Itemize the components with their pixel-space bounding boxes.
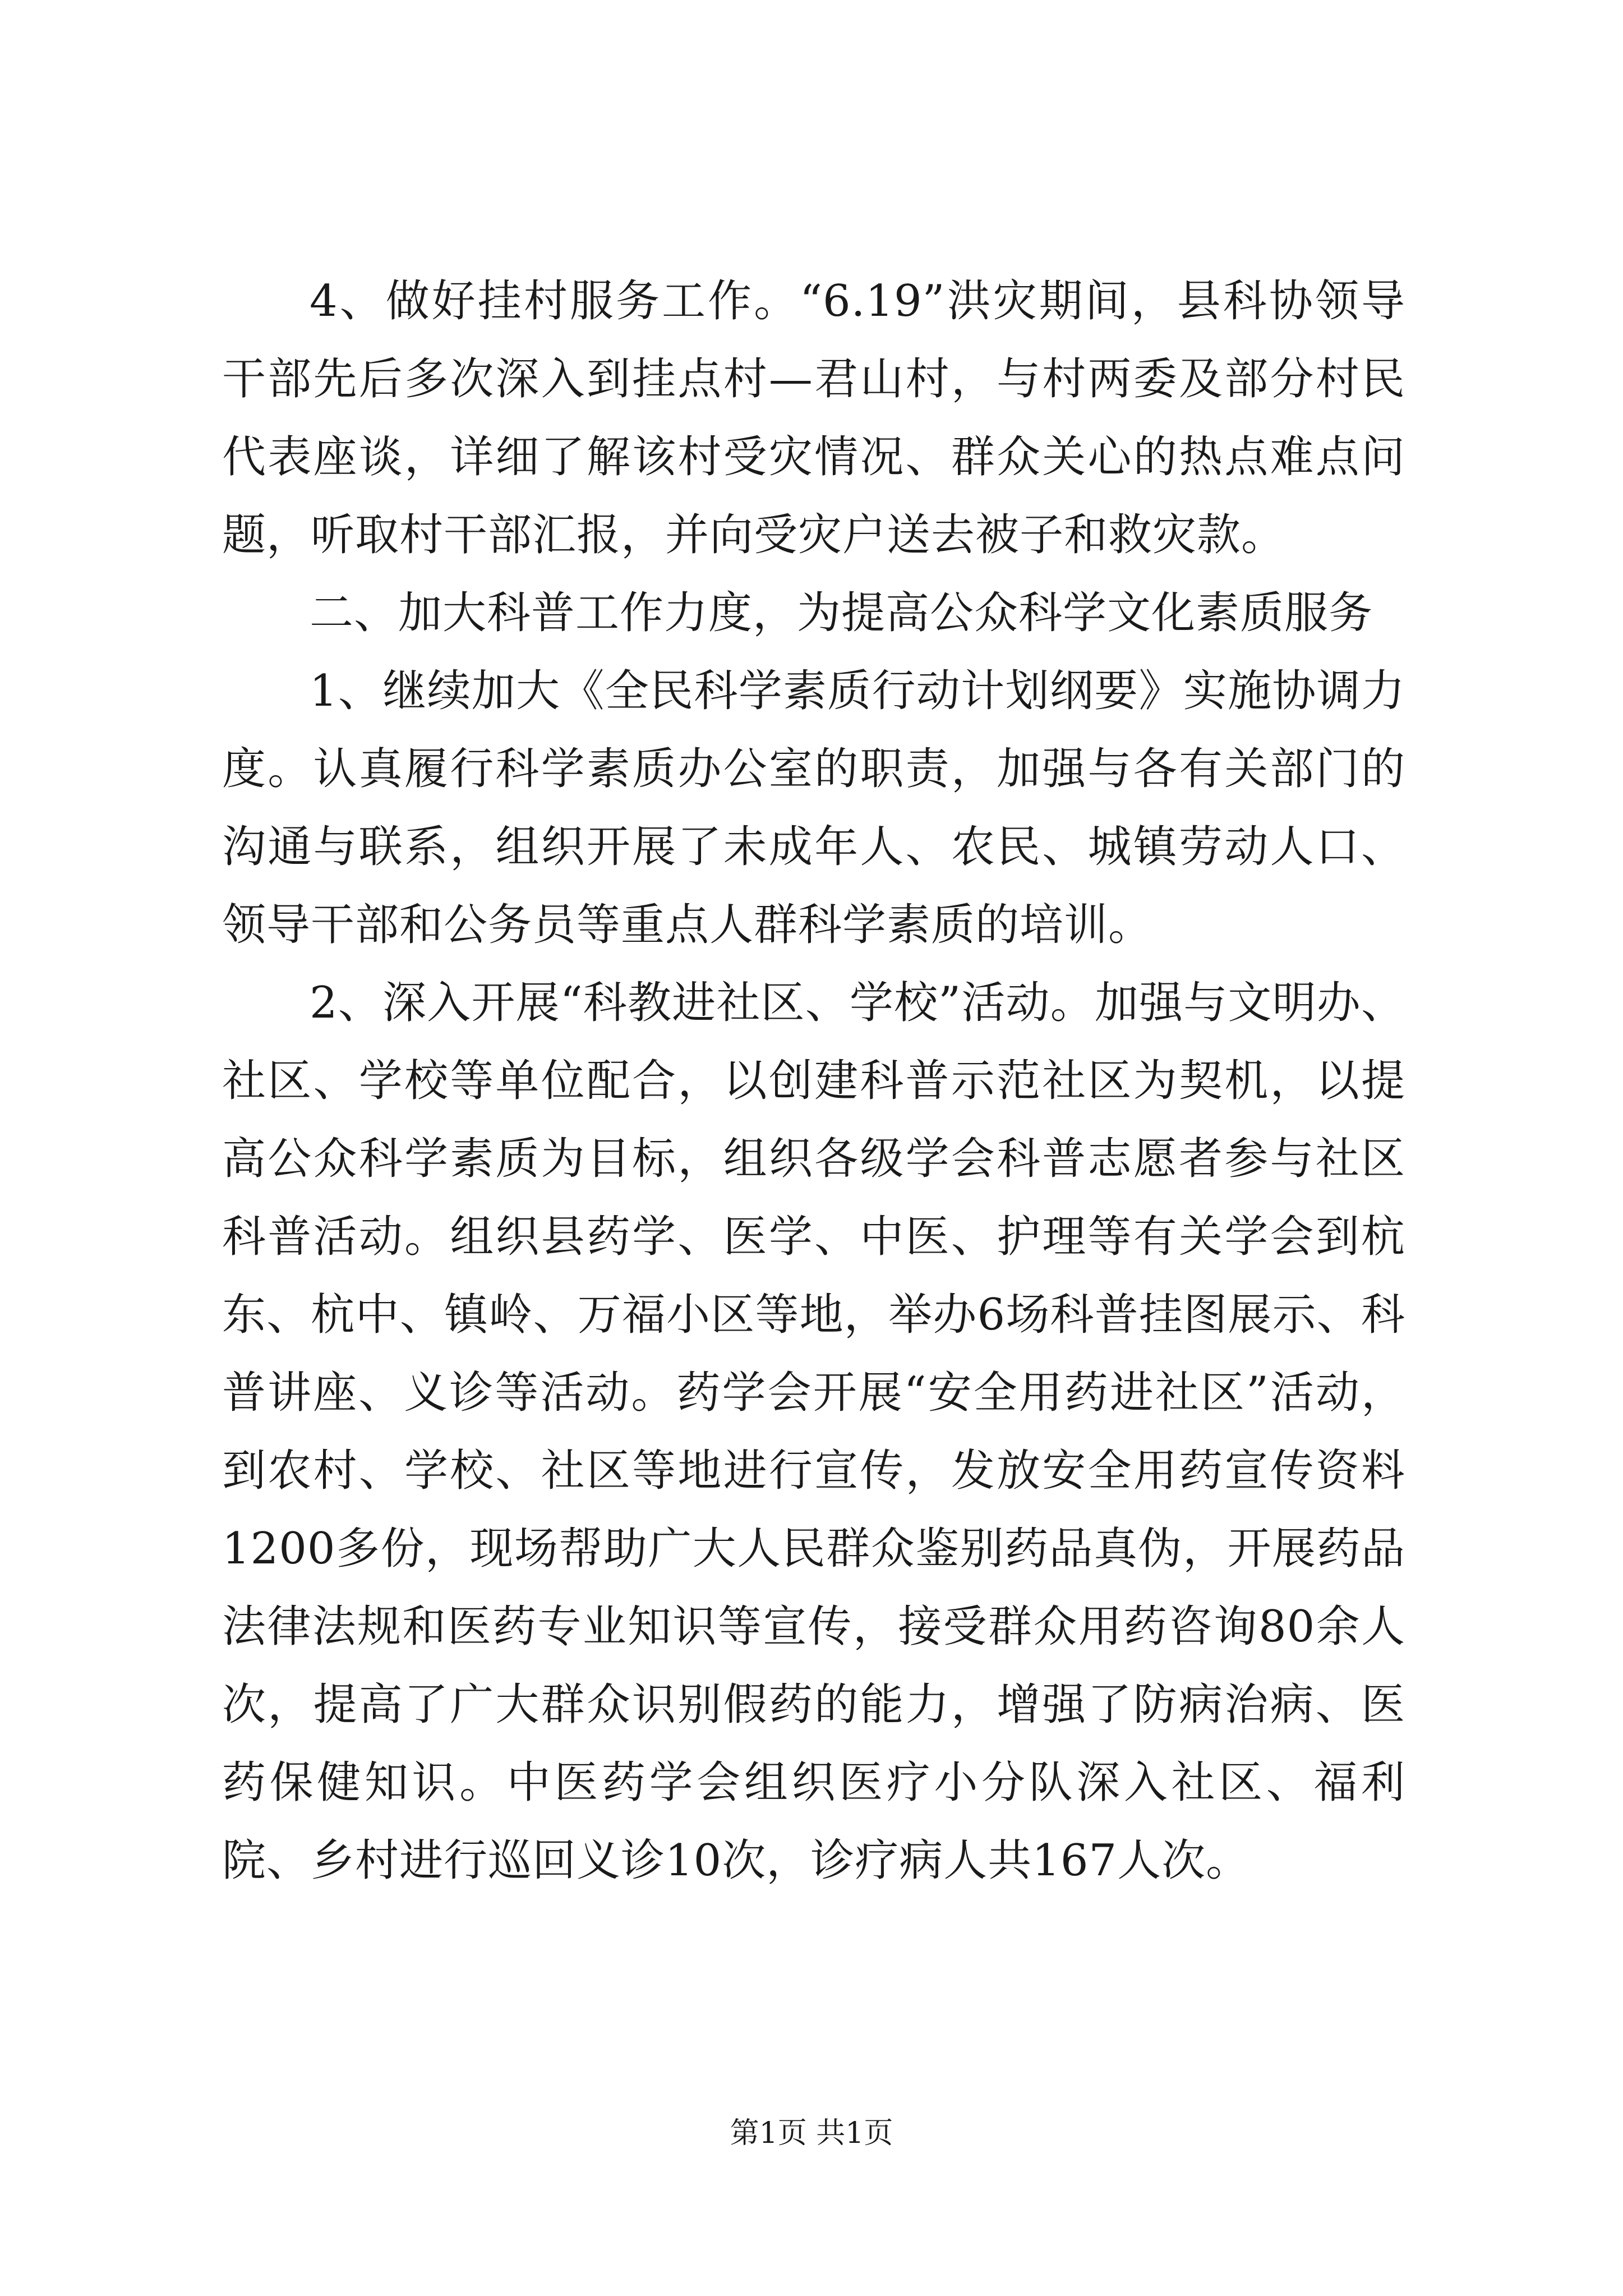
paragraph-village-service: 4、做好挂村服务工作。“6.19”洪灾期间，县科协领导干部先后多次深入到挂点村—君山村，与村两委及部分村民代表座谈，详细了解该村受灾情况、群众关心的热点难点问题，听取村干部汇报，并向受灾户送去被子和救灾款。 [222,276,1405,560]
page-footer: 第1页 共1页 [730,2116,893,2150]
paragraph-community-school-activities: 2、深入开展“科教进社区、学校”活动。加强与文明办、社区、学校等单位配合，以创建科普示范社区为契机，以提高公众科学素质为目标，组织各级学会科普志愿者参与社区科普活动。组织县药学、医学、中医、护理等有关学会到杭东、杭中、镇岭、万福小区等地，举办6场科普挂图展示、科普讲座、义诊等活动。药学会开展“安全用药进社区”活动，到农村、学校、社区等地进行宣传，发放安全用药宣传资料1200多份，现场帮助广大人民群众鉴别药品真伪，开展药品法律法规和医药专业知识等宣传，接受群众用药咨询80余人次，提高了广大群众识别假药的能力，增强了防病治病、医药保健知识。中医药学会组织医疗小分队深入社区、福利院、乡村进行巡回义诊10次，诊疗病人共167人次。 [222,978,1405,1886]
document-body [222,263,1405,1900]
paragraph-science-literacy-plan: 1、继续加大《全民科学素质行动计划纲要》实施协调力度。认真履行科学素质办公室的职责，加强与各有关部门的沟通与联系，组织开展了未成年人、农民、城镇劳动人口、领导干部和公务员等重点人群科学素质的培训。 [222,666,1405,950]
section-heading-science-popularization: 二、加大科普工作力度，为提高公众科学文化素质服务 [310,588,1373,638]
